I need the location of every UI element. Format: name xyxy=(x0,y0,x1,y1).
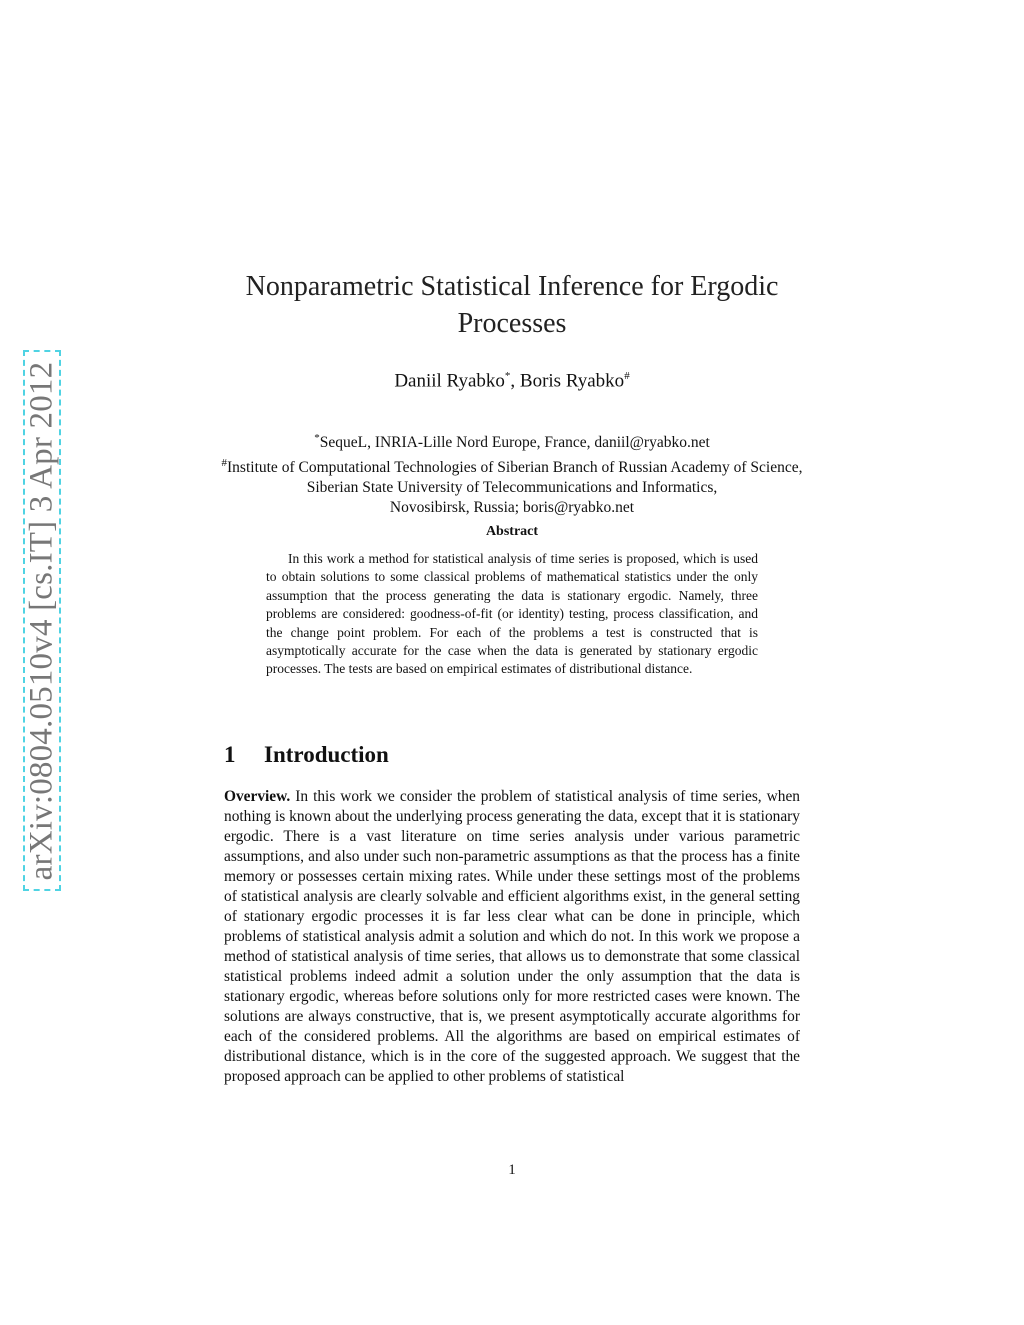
affiliation-line xyxy=(150,428,874,453)
arxiv-identifier: arXiv:0804.0510v4 [cs.IT] 3 Apr 2012 xyxy=(23,361,60,880)
abstract-text: In this work a method for statistical analysis of time series is proposed, which is used to obtain solutions to some classical problems of mathematical statistics under the only assumption that the process generating the data is stationary ergodic. Namely, three problems are considered: goodness-of-fit (or identity) testing, process classification, and the change point problem. For each of the problems a test is constructed that is asymptotically accurate for the case when the data is generated by stationary ergodic processes. The tests are based on empirical estimates of distributional distance. xyxy=(266,551,758,677)
affiliation-text: Institute of Computational Technologies of Siberian Branch of Russian Academy of Science, xyxy=(227,459,803,477)
arxiv-stamp xyxy=(23,350,61,891)
abstract-heading: Abstract xyxy=(485,524,539,539)
paper-title: Nonparametric Statistical Inference for Ergodic Processes xyxy=(245,271,779,339)
section-heading xyxy=(224,742,389,768)
affiliation-mark: # xyxy=(221,457,228,470)
author-separator: , xyxy=(510,370,520,392)
author-line xyxy=(212,364,812,393)
affiliations xyxy=(150,428,874,518)
affiliation-text: SequeL, INRIA-Lille Nord Europe, France, daniil@ryabko.net xyxy=(319,434,710,452)
section-number: 1 xyxy=(224,742,236,767)
author-mark: # xyxy=(624,370,630,382)
affiliation-line xyxy=(150,453,874,478)
author-mark: * xyxy=(504,370,511,382)
affiliation-mark: * xyxy=(314,432,320,444)
author-name: Boris Ryabko xyxy=(519,370,625,392)
author-name: Daniil Ryabko xyxy=(394,370,505,392)
page-number: 1 xyxy=(508,1162,516,1178)
paragraph-lead: Overview. xyxy=(224,788,291,805)
paragraph-text: In this work we consider the problem of statistical analysis of time series, when nothing is known about the underlying process generating the data, except that it is stationary ergodic. There is a vast literature on time series analysis under various parametric assumptions, and also under such non-parametric assumptions as that the process has a finite memory or possesses certain mixing rates. While under these settings most of the problems of statistical analysis are clearly solvable and efficient algorithms exist, in the general setting of stationary ergodic processes it is far less clear what can be done in principle, which problems of statistical analysis admit a solution and which do not. In this work we propose a method of statistical analysis of time series, that allows us to demonstrate that some classical statistical problems indeed admit a solution under the only assumption that the data is stationary ergodic, whereas before solutions only for more restricted cases were known. The solutions are always constructive, that is, we present asymptotically accurate algorithms for each of the considered problems. All the algorithms are based on empirical estimates of distributional distance, which is in the core of the suggested approach. We suggest that the proposed approach can be applied to other problems of statistical xyxy=(224,788,800,1085)
affiliation-line: Novosibirsk, Russia; boris@ryabko.net xyxy=(389,499,635,517)
introduction-paragraph xyxy=(224,787,800,1087)
affiliation-line: Siberian State University of Telecommunications and Informatics, xyxy=(306,479,718,497)
section-title: Introduction xyxy=(264,742,389,767)
